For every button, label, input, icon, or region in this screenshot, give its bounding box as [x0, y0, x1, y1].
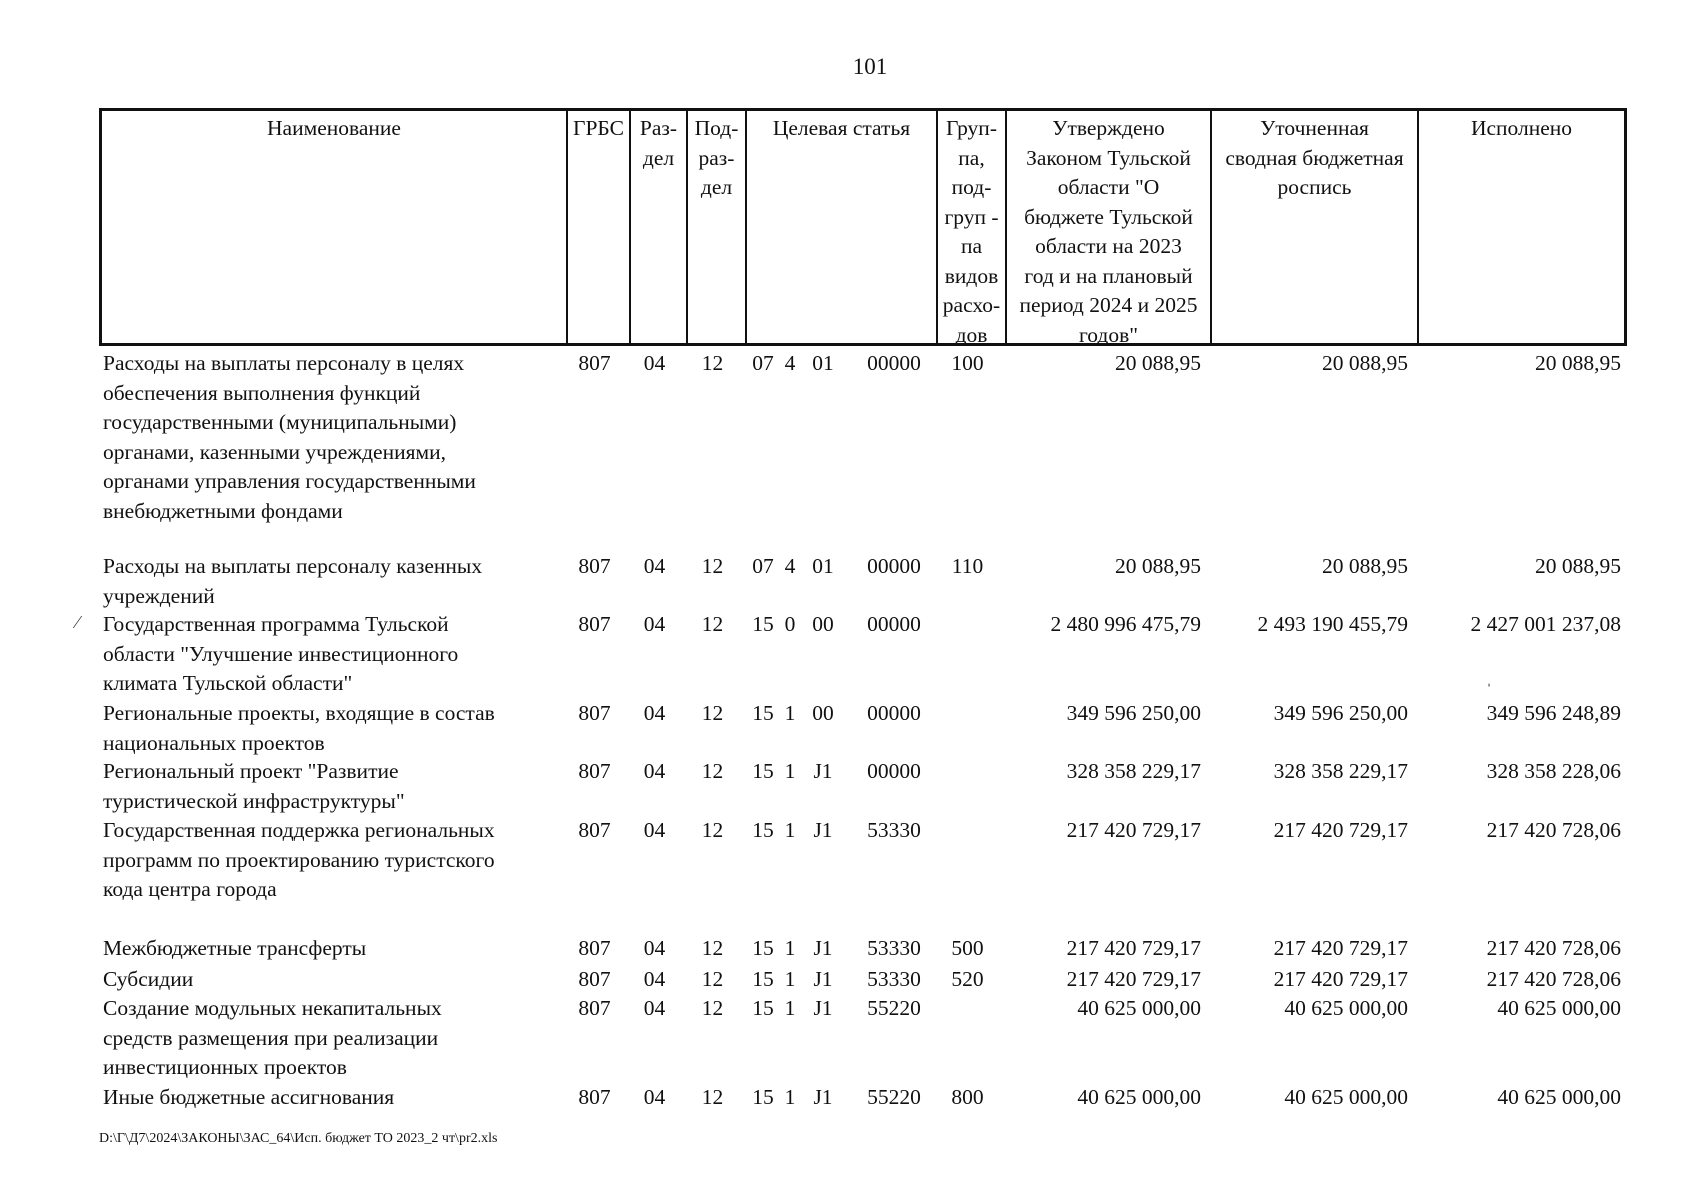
- handwritten-mark: ⁄: [76, 612, 80, 632]
- cell-refined: 349 596 250,00: [1273, 701, 1408, 725]
- cell-grbs: 807: [578, 967, 611, 991]
- cell-refined: 328 358 229,17: [1273, 759, 1408, 783]
- header-razdel: Раз- дел: [629, 111, 686, 343]
- cell-razdel: 04: [643, 554, 666, 578]
- cell-t4: 53330: [867, 936, 921, 960]
- cell-podrazdel: 12: [701, 701, 724, 725]
- row-name: Субсидии: [103, 967, 194, 991]
- cell-approved: 2 480 996 475,79: [1050, 612, 1201, 636]
- cell-approved: 40 625 000,00: [1077, 996, 1201, 1020]
- row-name: Расходы на выплаты персоналу казенных учреждений: [103, 554, 483, 608]
- cell-refined: 20 088,95: [1322, 554, 1408, 578]
- cell-podrazdel: 12: [701, 818, 724, 842]
- cell-refined: 20 088,95: [1322, 351, 1408, 375]
- cell-t2: 1: [784, 967, 796, 991]
- cell-t3: 00: [812, 701, 834, 725]
- cell-executed: 20 088,95: [1535, 351, 1621, 375]
- cell-t1: 15: [752, 612, 774, 636]
- cell-t3: J1: [813, 1085, 833, 1109]
- cell-approved: 328 358 229,17: [1066, 759, 1201, 783]
- cell-approved: 20 088,95: [1115, 351, 1201, 375]
- cell-grbs: 807: [578, 936, 611, 960]
- cell-t3: 01: [812, 351, 834, 375]
- cell-grbs: 807: [578, 351, 611, 375]
- cell-razdel: 04: [643, 818, 666, 842]
- cell-t4: 00000: [867, 554, 921, 578]
- cell-executed: 217 420 728,06: [1486, 967, 1621, 991]
- cell-t1: 15: [752, 818, 774, 842]
- cell-t1: 15: [752, 936, 774, 960]
- cell-t4: 53330: [867, 818, 921, 842]
- cell-group: 520: [951, 967, 984, 991]
- header-group: Груп- па, под- груп - па видов расхо- дов: [936, 111, 1005, 343]
- cell-executed: 217 420 728,06: [1486, 818, 1621, 842]
- cell-t1: 15: [752, 759, 774, 783]
- header-grbs: ГРБС: [566, 111, 629, 343]
- cell-t2: 1: [784, 701, 796, 725]
- cell-grbs: 807: [578, 612, 611, 636]
- cell-t4: 00000: [867, 701, 921, 725]
- header-podrazdel: Под- раз- дел: [686, 111, 745, 343]
- cell-t3: 00: [812, 612, 834, 636]
- cell-podrazdel: 12: [701, 996, 724, 1020]
- file-path-footer: D:\Г\Д7\2024\ЗАКОНЫ\ЗАС_64\Исп. бюджет ТО 2023_2 чт\pr2.xls: [99, 1131, 498, 1146]
- cell-podrazdel: 12: [701, 967, 724, 991]
- header-approved: Утверждено Законом Тульской области "О бюджете Тульской области на 2023 год и на плановый период 2024 и 2025 годов": [1005, 111, 1210, 343]
- cell-t1: 15: [752, 1085, 774, 1109]
- cell-podrazdel: 12: [701, 554, 724, 578]
- row-name: Межбюджетные трансферты: [103, 936, 367, 960]
- cell-group: 110: [951, 554, 984, 578]
- cell-refined: 40 625 000,00: [1284, 996, 1408, 1020]
- cell-t3: J1: [813, 996, 833, 1020]
- cell-grbs: 807: [578, 554, 611, 578]
- cell-group: 500: [951, 936, 984, 960]
- cell-approved: 40 625 000,00: [1077, 1085, 1201, 1109]
- cell-t2: 1: [784, 936, 796, 960]
- cell-t2: 1: [784, 818, 796, 842]
- cell-group: 800: [951, 1085, 984, 1109]
- table-header: [99, 108, 1627, 346]
- cell-t2: 4: [784, 554, 796, 578]
- cell-group: 100: [951, 351, 984, 375]
- row-name: Расходы на выплаты персоналу в целях обеспечения выполнения функций государственными (муниципальными) органами, казенными учреждениями, органами управления государственными внебюджетными фондами: [103, 351, 476, 523]
- cell-podrazdel: 12: [701, 1085, 724, 1109]
- cell-grbs: 807: [578, 818, 611, 842]
- cell-podrazdel: 12: [701, 612, 724, 636]
- row-name: Иные бюджетные ассигнования: [103, 1085, 395, 1109]
- cell-executed: 217 420 728,06: [1486, 936, 1621, 960]
- header-target: Целевая статья: [745, 111, 936, 343]
- header-executed: Исполнено: [1417, 111, 1624, 343]
- cell-t2: 1: [784, 1085, 796, 1109]
- cell-t1: 07: [752, 351, 774, 375]
- row-name: Региональный проект "Развитие туристической инфраструктуры": [103, 759, 405, 813]
- row-name: Региональные проекты, входящие в состав национальных проектов: [103, 701, 495, 755]
- header-name: Наименование: [267, 116, 401, 140]
- row-name: Создание модульных некапитальных средств размещения при реализации инвестиционных проектов: [103, 996, 442, 1079]
- cell-t2: 1: [784, 996, 796, 1020]
- cell-approved: 217 420 729,17: [1066, 936, 1201, 960]
- cell-razdel: 04: [643, 996, 666, 1020]
- cell-razdel: 04: [643, 612, 666, 636]
- cell-podrazdel: 12: [701, 351, 724, 375]
- cell-razdel: 04: [643, 759, 666, 783]
- cell-executed: 2 427 001 237,08: [1470, 612, 1621, 636]
- cell-t4: 55220: [867, 996, 921, 1020]
- cell-t1: 15: [752, 996, 774, 1020]
- budget-table: [99, 108, 1627, 1109]
- cell-grbs: 807: [578, 701, 611, 725]
- cell-approved: 349 596 250,00: [1066, 701, 1201, 725]
- cell-t4: 00000: [867, 351, 921, 375]
- cell-refined: 40 625 000,00: [1284, 1085, 1408, 1109]
- cell-t1: 15: [752, 967, 774, 991]
- cell-refined: 2 493 190 455,79: [1257, 612, 1408, 636]
- cell-executed: 349 596 248,89: [1486, 701, 1621, 725]
- row-name: Государственная поддержка региональных программ по проектированию туристского кода центра города: [103, 818, 495, 901]
- row-name: Государственная программа Тульской области "Улучшение инвестиционного климата Тульской области": [103, 612, 459, 695]
- cell-t2: 4: [784, 351, 796, 375]
- cell-t4: 55220: [867, 1085, 921, 1109]
- cell-grbs: 807: [578, 1085, 611, 1109]
- cell-refined: 217 420 729,17: [1273, 936, 1408, 960]
- cell-executed: 328 358 228,06: [1486, 759, 1621, 783]
- cell-executed: 20 088,95: [1535, 554, 1621, 578]
- cell-grbs: 807: [578, 759, 611, 783]
- cell-t4: 00000: [867, 759, 921, 783]
- cell-t3: J1: [813, 967, 833, 991]
- cell-razdel: 04: [643, 967, 666, 991]
- cell-razdel: 04: [643, 936, 666, 960]
- cell-t2: 0: [784, 612, 796, 636]
- cell-approved: 20 088,95: [1115, 554, 1201, 578]
- cell-approved: 217 420 729,17: [1066, 818, 1201, 842]
- cell-approved: 217 420 729,17: [1066, 967, 1201, 991]
- cell-refined: 217 420 729,17: [1273, 818, 1408, 842]
- cell-t3: J1: [813, 936, 833, 960]
- cell-grbs: 807: [578, 996, 611, 1020]
- cell-t2: 1: [784, 759, 796, 783]
- cell-refined: 217 420 729,17: [1273, 967, 1408, 991]
- cell-podrazdel: 12: [701, 759, 724, 783]
- page-number: 101: [852, 54, 888, 79]
- cell-razdel: 04: [643, 351, 666, 375]
- cell-executed: 40 625 000,00: [1497, 996, 1621, 1020]
- cell-t4: 53330: [867, 967, 921, 991]
- cell-razdel: 04: [643, 701, 666, 725]
- cell-t3: 01: [812, 554, 834, 578]
- header-refined: Уточненная сводная бюджетная роспись: [1210, 111, 1417, 343]
- cell-t4: 00000: [867, 612, 921, 636]
- cell-t1: 15: [752, 701, 774, 725]
- cell-podrazdel: 12: [701, 936, 724, 960]
- cell-t1: 07: [752, 554, 774, 578]
- cell-t3: J1: [813, 759, 833, 783]
- handwritten-mark: ˈ: [1486, 680, 1492, 700]
- cell-t3: J1: [813, 818, 833, 842]
- cell-executed: 40 625 000,00: [1497, 1085, 1621, 1109]
- cell-razdel: 04: [643, 1085, 666, 1109]
